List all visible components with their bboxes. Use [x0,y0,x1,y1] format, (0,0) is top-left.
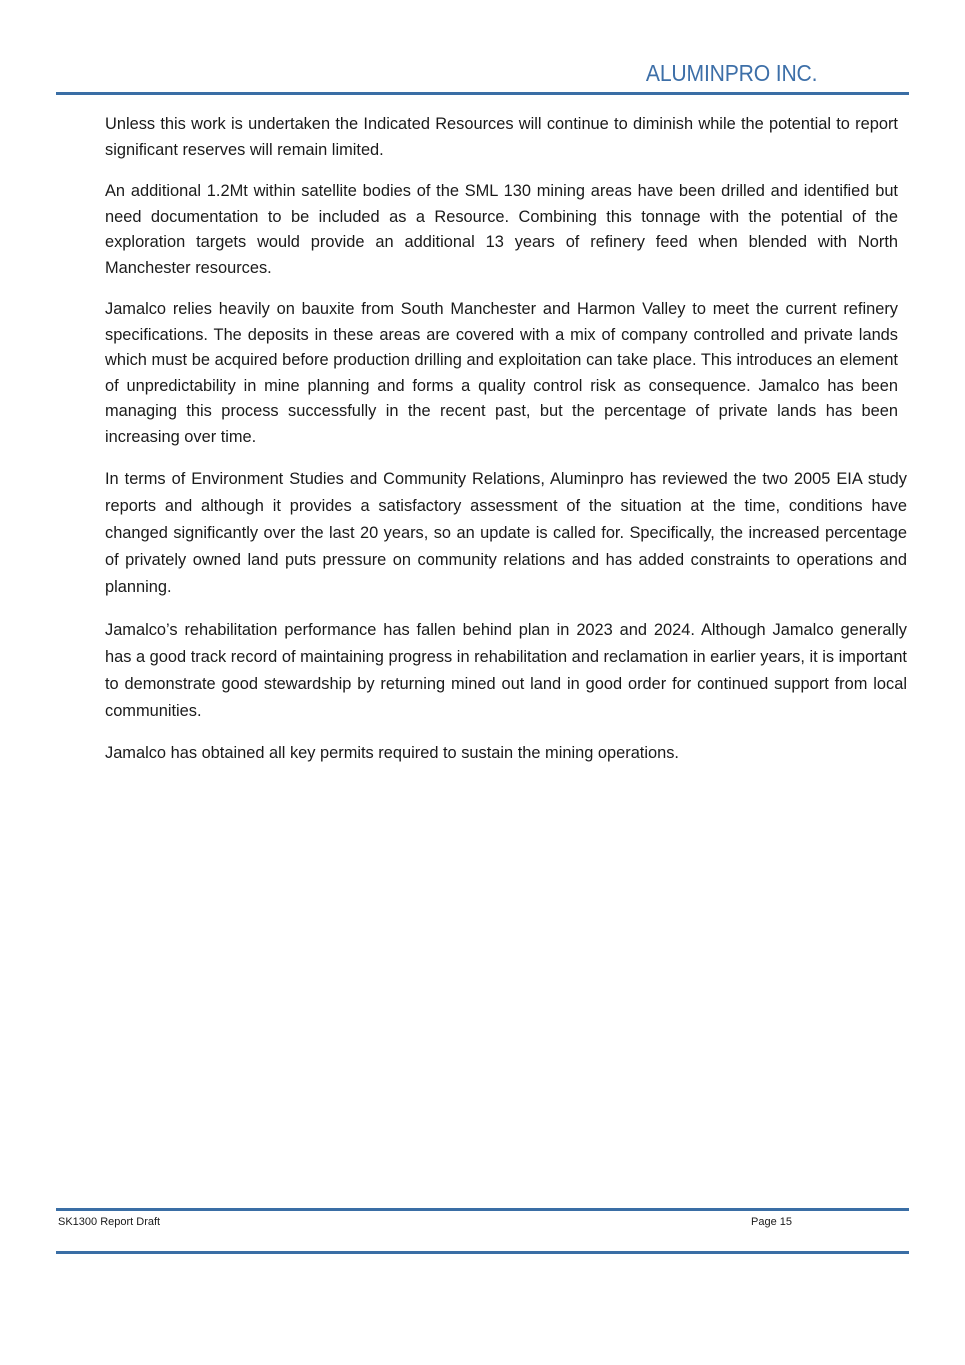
paragraph-permits: Jamalco has obtained all key permits required to sustain the mining operations. [105,744,679,762]
footer-rule-top [56,1208,909,1211]
header-rule [56,92,909,95]
footer-page-number: Page 15 [751,1216,792,1228]
company-header: ALUMINPRO INC. [645,60,817,86]
paragraph-bauxite-supply: Jamalco relies heavily on bauxite from South Manchester and Harmon Valley to meet the current refinery specifications. The deposits in these areas are covered with a mix of company controlled and private lands which must be acquired before production drilling and exploitation can take place. This introduces an element of unpredictability in mine planning and forms a quality control risk as consequence. Jamalco has been managing this process successfully in the recent past, but the percentage of private lands has been increasing over time. [105,300,898,446]
paragraph-rehabilitation: Jamalco’s rehabilitation performance has fallen behind plan in 2023 and 2024. Although Jamalco generally has a good track record of maintaining progress in rehabilitation and reclamation in earlier years, it is important to demonstrate good stewardship by returning mined out land in good order for continued support from local communities. [105,621,907,720]
footer-document-name: SK1300 Report Draft [58,1216,161,1228]
report-body [105,112,907,783]
footer-rule-bottom [56,1251,909,1254]
paragraph-environment-studies: In terms of Environment Studies and Community Relations, Aluminpro has reviewed the two 2005 EIA study reports and although it provides a satisfactory assessment of the situation at the time, conditions have changed significantly over the last 20 years, so an update is called for. Specifically, the increased percentage of privately owned land puts pressure on community relations and has added constraints to operations and planning. [105,470,907,596]
paragraph-satellite-bodies: An additional 1.2Mt within satellite bodies of the SML 130 mining areas have been drilled and identified but need documentation to be included as a Resource. Combining this tonnage with the potential of the exploration targets would provide an additional 13 years of refinery feed when blended with North Manchester resources. [105,182,898,277]
paragraph-indicated-resources: Unless this work is undertaken the Indicated Resources will continue to diminish while the potential to report significant reserves will remain limited. [105,115,898,159]
